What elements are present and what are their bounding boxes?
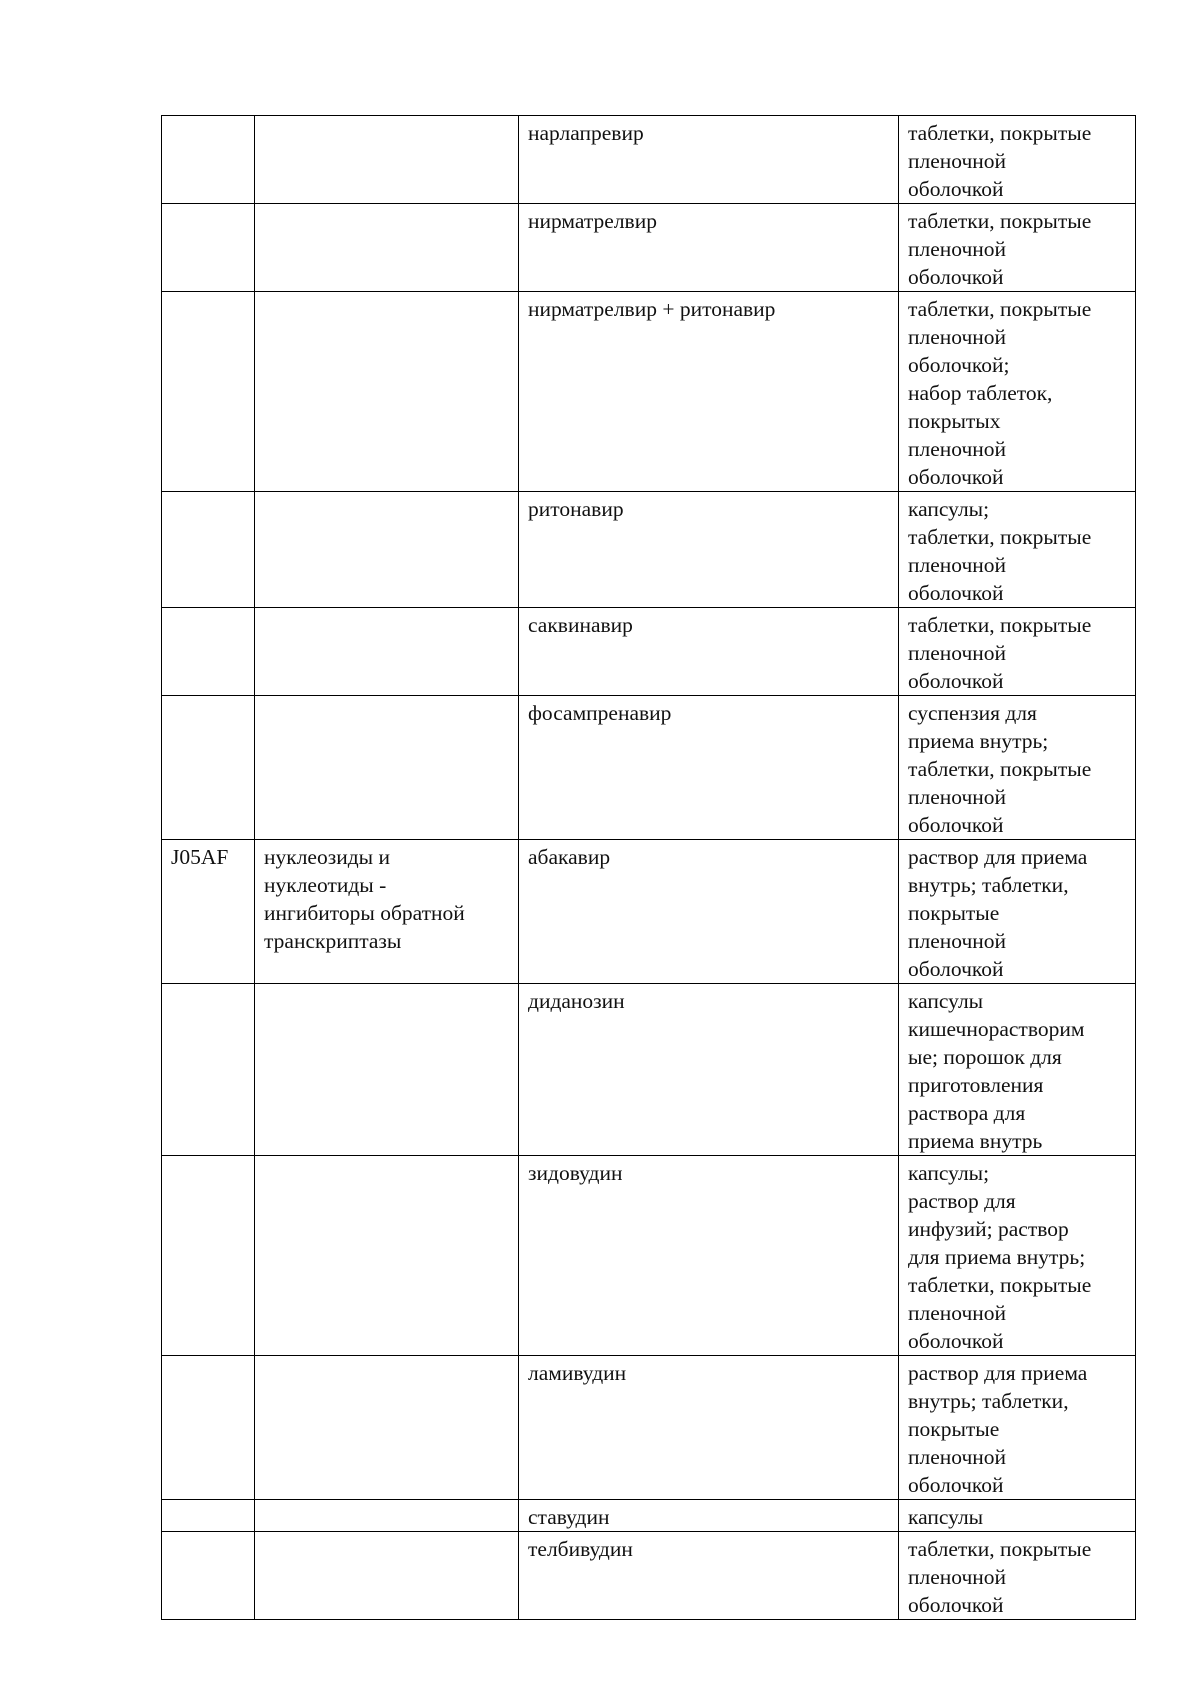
pharmacological-group-cell (255, 608, 519, 696)
drug-table-body (162, 116, 1136, 1620)
dosage-form-line: приема внутрь; (908, 729, 1049, 753)
dosage-form-line: раствора для (908, 1101, 1026, 1125)
atc-code-cell: J05AF (162, 840, 255, 984)
dosage-form-line: таблетки, покрытые (908, 1537, 1092, 1561)
atc-code-cell (162, 492, 255, 608)
dosage-form-line: кишечнорастворим (908, 1017, 1085, 1041)
dosage-form-line: пленочной (908, 325, 1007, 349)
drug-table (161, 115, 1136, 1620)
group-text-line: нуклеозиды и (264, 845, 390, 869)
pharmacological-group-cell (255, 116, 519, 204)
pharmacological-group-cell (255, 696, 519, 840)
drug-name-cell (519, 1356, 899, 1500)
table-row (162, 984, 1136, 1156)
dosage-form-line: таблетки, покрытые (908, 525, 1092, 549)
drug-name-cell (519, 116, 899, 204)
atc-code-cell (162, 116, 255, 204)
pharmacological-group-cell (255, 204, 519, 292)
dosage-form-line: пленочной (908, 437, 1007, 461)
dosage-form-cell (899, 1532, 1136, 1620)
dosage-form-line: оболочкой (908, 581, 1004, 605)
dosage-form-cell (899, 204, 1136, 292)
group-text-line: транскриптазы (264, 929, 402, 953)
atc-code-cell (162, 1356, 255, 1500)
dosage-form-line: капсулы; (908, 497, 990, 521)
drug-name: саквинавир (528, 613, 633, 637)
atc-code-cell (162, 1500, 255, 1532)
dosage-form-line: таблетки, покрытые (908, 1273, 1092, 1297)
dosage-form-cell (899, 984, 1136, 1156)
table-row (162, 1500, 1136, 1532)
drug-name: ритонавир (528, 497, 624, 521)
dosage-form-line: оболочкой (908, 265, 1004, 289)
dosage-form-line: пленочной (908, 1565, 1007, 1589)
dosage-form-cell (899, 1500, 1136, 1532)
dosage-form-line: пленочной (908, 929, 1007, 953)
dosage-form-line: оболочкой (908, 1473, 1004, 1497)
dosage-form-line: капсулы (908, 1505, 984, 1529)
table-row (162, 1532, 1136, 1620)
atc-code-cell (162, 204, 255, 292)
dosage-form-line: раствор для приема (908, 1361, 1088, 1385)
dosage-form-line: приготовления (908, 1073, 1044, 1097)
dosage-form-line: пленочной (908, 553, 1007, 577)
atc-code-cell (162, 696, 255, 840)
group-text-line: нуклеотиды - (264, 873, 387, 897)
dosage-form-line: приема внутрь (908, 1129, 1043, 1153)
drug-name-cell (519, 204, 899, 292)
dosage-form-line: внутрь; таблетки, (908, 873, 1069, 897)
drug-name-cell (519, 1156, 899, 1356)
pharmacological-group-cell (255, 1156, 519, 1356)
dosage-form-line: для приема внутрь; (908, 1245, 1086, 1269)
atc-code-cell (162, 984, 255, 1156)
dosage-form-line: оболочкой (908, 1329, 1004, 1353)
drug-name-cell (519, 292, 899, 492)
group-text-line: ингибиторы обратной (264, 901, 465, 925)
pharmacological-group-cell (255, 1532, 519, 1620)
drug-name: абакавир (528, 845, 611, 869)
dosage-form-line: оболочкой (908, 813, 1004, 837)
drug-name: ламивудин (528, 1361, 627, 1385)
table-row (162, 492, 1136, 608)
table-row (162, 204, 1136, 292)
dosage-form-line: раствор для (908, 1189, 1016, 1213)
dosage-form-line: пленочной (908, 237, 1007, 261)
dosage-form-line: набор таблеток, (908, 381, 1053, 405)
dosage-form-cell (899, 292, 1136, 492)
dosage-form-cell (899, 608, 1136, 696)
drug-name-cell (519, 984, 899, 1156)
dosage-form-cell (899, 696, 1136, 840)
dosage-form-line: пленочной (908, 641, 1007, 665)
dosage-form-line: капсулы (908, 989, 984, 1013)
table-row (162, 696, 1136, 840)
dosage-form-line: оболочкой (908, 465, 1004, 489)
dosage-form-line: пленочной (908, 149, 1007, 173)
dosage-form-line: таблетки, покрытые (908, 613, 1092, 637)
dosage-form-line: пленочной (908, 785, 1007, 809)
drug-name: нарлапревир (528, 121, 644, 145)
atc-code-cell (162, 1532, 255, 1620)
drug-name: диданозин (528, 989, 625, 1013)
dosage-form-cell (899, 840, 1136, 984)
dosage-form-line: оболочкой (908, 669, 1004, 693)
pharmacological-group-cell (255, 840, 519, 984)
drug-name: зидовудин (528, 1161, 623, 1185)
dosage-form-cell (899, 1156, 1136, 1356)
drug-name-cell (519, 1500, 899, 1532)
atc-code-cell (162, 1156, 255, 1356)
dosage-form-line: инфузий; раствор (908, 1217, 1069, 1241)
dosage-form-line: оболочкой (908, 1593, 1004, 1617)
pharmacological-group-cell (255, 1356, 519, 1500)
dosage-form-line: раствор для приема (908, 845, 1088, 869)
dosage-form-line: оболочкой (908, 177, 1004, 201)
dosage-form-cell (899, 116, 1136, 204)
drug-name: телбивудин (528, 1537, 633, 1561)
drug-name: нирматрелвир (528, 209, 657, 233)
dosage-form-line: оболочкой (908, 957, 1004, 981)
drug-name: ставудин (528, 1505, 610, 1529)
table-row (162, 840, 1136, 984)
dosage-form-line: покрытые (908, 1417, 1000, 1441)
dosage-form-line: внутрь; таблетки, (908, 1389, 1069, 1413)
dosage-form-line: покрытых (908, 409, 1001, 433)
dosage-form-line: ые; порошок для (908, 1045, 1062, 1069)
dosage-form-line: таблетки, покрытые (908, 297, 1092, 321)
drug-name-cell (519, 696, 899, 840)
atc-code-cell (162, 608, 255, 696)
table-row (162, 1156, 1136, 1356)
dosage-form-line: таблетки, покрытые (908, 121, 1092, 145)
dosage-form-line: пленочной (908, 1301, 1007, 1325)
dosage-form-cell (899, 492, 1136, 608)
dosage-form-line: таблетки, покрытые (908, 757, 1092, 781)
dosage-form-line: оболочкой; (908, 353, 1010, 377)
dosage-form-line: пленочной (908, 1445, 1007, 1469)
dosage-form-line: таблетки, покрытые (908, 209, 1092, 233)
drug-name-cell (519, 840, 899, 984)
table-row (162, 1356, 1136, 1500)
drug-name-cell (519, 608, 899, 696)
dosage-form-cell (899, 1356, 1136, 1500)
dosage-form-line: покрытые (908, 901, 1000, 925)
drug-name: нирматрелвир + ритонавир (528, 297, 776, 321)
table-row (162, 292, 1136, 492)
drug-name: фосампренавир (528, 701, 672, 725)
pharmacological-group-cell (255, 292, 519, 492)
table-row (162, 608, 1136, 696)
dosage-form-line: капсулы; (908, 1161, 990, 1185)
pharmacological-group-cell (255, 1500, 519, 1532)
atc-code-cell (162, 292, 255, 492)
pharmacological-group-cell (255, 492, 519, 608)
drug-name-cell (519, 492, 899, 608)
table-row (162, 116, 1136, 204)
drug-name-cell (519, 1532, 899, 1620)
pharmacological-group-cell (255, 984, 519, 1156)
dosage-form-line: суспензия для (908, 701, 1037, 725)
